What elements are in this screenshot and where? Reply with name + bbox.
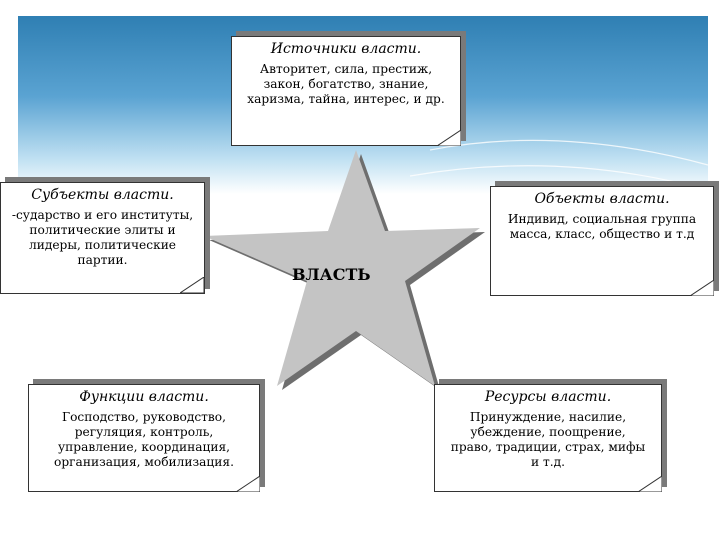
resources-text: Принуждение, насилие, убеждение, поощрение, право, традиции, страх, мифы и т.д. [450,410,646,469]
objects-title: Объекты власти. [534,191,670,207]
resources-title: Ресурсы власти. [484,389,612,405]
functions-box [28,384,260,492]
subjects-box [0,182,205,294]
objects-box [490,186,714,296]
sources-text: Авторитет, сила, престиж, закон, богатство, знание, харизма, тайна, интерес, и др. [247,62,445,106]
functions-text: Господство, руководство, регуляция, контроль, управление, координация, организация, мобилизация. [54,410,234,469]
objects-text: Индивид, социальная группа масса, класс, общество и т.д [507,212,697,241]
functions-fold [236,476,260,492]
objects-fold [690,280,714,296]
center-label: ВЛАСТЬ [292,265,371,284]
resources-box [434,384,662,492]
banner-curve-1 [430,140,708,165]
subjects-text: -сударство и его институты, политические элиты и лидеры, политические партии. [11,208,194,267]
subjects-title: Субъекты власти. [31,187,174,203]
sources-title: Источники власти. [270,41,422,57]
subjects-fold [180,277,204,293]
functions-title: Функции власти. [79,389,209,405]
resources-fold [638,476,662,492]
sources-box [231,36,461,146]
sources-fold [437,130,461,146]
